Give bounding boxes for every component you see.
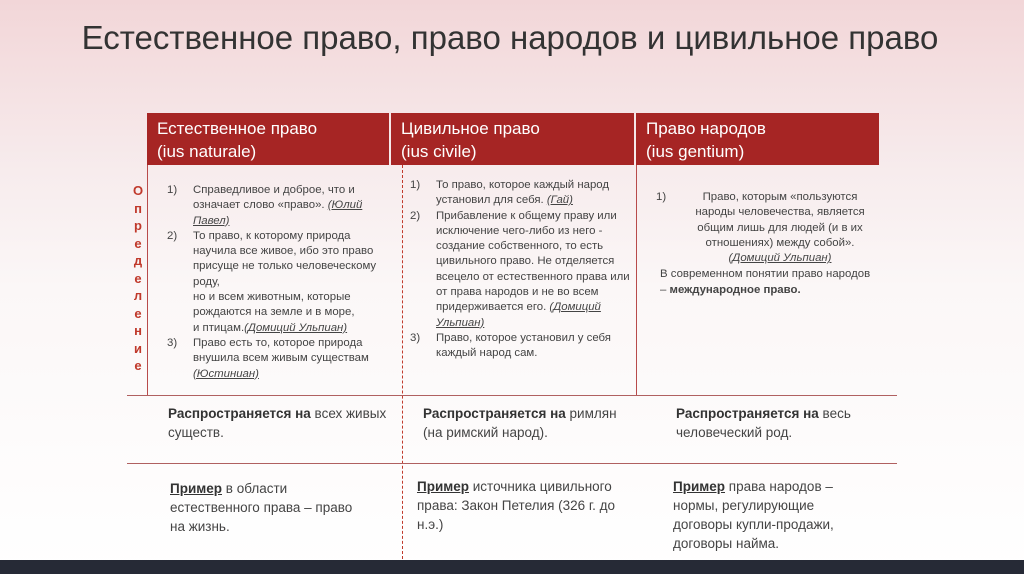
side-label-letter: р bbox=[134, 218, 142, 233]
side-label-letter: О bbox=[132, 183, 144, 198]
source-reference: (Юстиниан) bbox=[193, 367, 259, 380]
example-label: Пример bbox=[417, 479, 469, 494]
example-text: права народов – нормы, регулирующие договоры купли-продажи, договоры найма. bbox=[673, 479, 834, 551]
scope-text: всех живых существ. bbox=[168, 406, 387, 440]
modern-meaning-text: В современном понятии право народов – bbox=[660, 268, 871, 296]
scope-label: Распространяется на bbox=[423, 406, 566, 421]
header-title: Цивильное право bbox=[401, 119, 540, 138]
source-reference: (Домиций Ульпиан) bbox=[244, 321, 348, 334]
scope-ius-gentium bbox=[676, 404, 886, 442]
definition-text: но и всем животным, которые рождаются на земле и в море, bbox=[193, 291, 355, 319]
definitions-ius-civile bbox=[410, 178, 632, 362]
source-reference: (Юлий Павел) bbox=[193, 199, 363, 227]
definition-text: Право, которое установил у себя каждый народ сам. bbox=[436, 331, 611, 360]
column-divider bbox=[636, 165, 637, 395]
definitions-ius-gentium bbox=[656, 190, 878, 298]
example-label: Пример bbox=[170, 481, 222, 496]
item-number: 1) bbox=[656, 191, 667, 203]
scope-ius-naturale bbox=[168, 404, 398, 442]
definition-text: Справедливое и доброе, что и означает слово «право». bbox=[193, 184, 355, 212]
definition-item bbox=[656, 190, 878, 266]
scope-label: Распространяется на bbox=[676, 406, 819, 421]
item-number: 3) bbox=[167, 336, 178, 349]
side-label-letter: п bbox=[134, 200, 142, 216]
side-label-letter: д bbox=[133, 253, 143, 268]
header-subtitle: (ius naturale) bbox=[157, 142, 257, 161]
definition-text: То право, которое каждый народ установил для себя. bbox=[436, 179, 610, 207]
definition-text: Право есть то, которое природа внушила всем живым существам bbox=[193, 336, 369, 365]
source-reference: (Домиций Ульпиан) bbox=[728, 252, 832, 265]
item-number: 2) bbox=[167, 229, 178, 242]
example-ius-gentium bbox=[673, 477, 853, 553]
definition-item bbox=[410, 209, 632, 331]
example-ius-naturale bbox=[170, 479, 370, 536]
header-subtitle: (ius civile) bbox=[401, 142, 477, 161]
definition-item bbox=[167, 229, 389, 336]
side-label-letter: и bbox=[134, 340, 142, 356]
header-ius-naturale bbox=[147, 113, 389, 165]
scope-text: весь человеческий род. bbox=[676, 406, 851, 440]
example-text: источника цивильного права: Закон Петелия (326 г. до н.э.) bbox=[417, 479, 616, 532]
definition-item bbox=[167, 183, 389, 229]
source-reference: (Домиций Ульпиан) bbox=[436, 301, 601, 329]
definition-item bbox=[410, 178, 632, 209]
side-label-letter: е bbox=[134, 358, 142, 373]
side-label-letter: е bbox=[134, 270, 142, 286]
row-divider bbox=[127, 395, 897, 396]
item-number: 1) bbox=[167, 184, 178, 196]
side-label-letter: н bbox=[134, 323, 142, 338]
source-reference: (Гай) bbox=[546, 194, 573, 207]
scope-label: Распространяется на bbox=[168, 406, 311, 421]
header-title: Естественное право bbox=[157, 119, 318, 138]
definition-text: То право, к которому природа научила все живое, ибо это право присуще не только человеческому роду, bbox=[193, 229, 377, 288]
scope-ius-civile bbox=[423, 404, 633, 442]
item-number: 3) bbox=[410, 331, 421, 344]
header-title: Право народов bbox=[646, 119, 766, 138]
definitions-ius-naturale bbox=[167, 183, 389, 382]
side-label-letter: е bbox=[134, 235, 142, 251]
row-divider bbox=[127, 463, 897, 464]
column-divider bbox=[402, 165, 404, 574]
item-number: 1) bbox=[410, 179, 421, 191]
modern-meaning bbox=[656, 267, 878, 298]
definition-text: и птицам. bbox=[193, 321, 245, 334]
example-label: Пример bbox=[673, 479, 725, 494]
definition-text: Прибавление к общему праву или исключение чего-либо из него - создание собственного, то есть цивильного право. Не отделяется всецело от естественного права или от права народов и не во всем придерживается его. bbox=[436, 209, 630, 314]
header-ius-gentium bbox=[636, 113, 879, 165]
modern-meaning-term: международное право. bbox=[669, 283, 801, 296]
example-ius-civile bbox=[417, 477, 629, 534]
bottom-bar bbox=[0, 560, 1024, 574]
header-ius-civile bbox=[391, 113, 634, 165]
side-label-letter: л bbox=[133, 288, 143, 303]
definition-item bbox=[167, 336, 389, 382]
column-divider bbox=[147, 165, 148, 395]
header-subtitle: (ius gentium) bbox=[646, 142, 745, 161]
side-label-definition bbox=[129, 182, 147, 375]
definition-text: Право, которым «пользуются народы человечества, является общим лишь для людей (и в их отношениях) между собой». bbox=[695, 191, 865, 249]
definition-item bbox=[410, 331, 632, 362]
example-text: в области естественного права – право на жизнь. bbox=[170, 481, 353, 534]
side-label-letter: е bbox=[134, 305, 142, 321]
scope-text: римлян (на римский народ). bbox=[423, 406, 617, 440]
slide-title: Естественное право, право народов и цивильное право bbox=[81, 19, 939, 56]
item-number: 2) bbox=[410, 209, 421, 222]
